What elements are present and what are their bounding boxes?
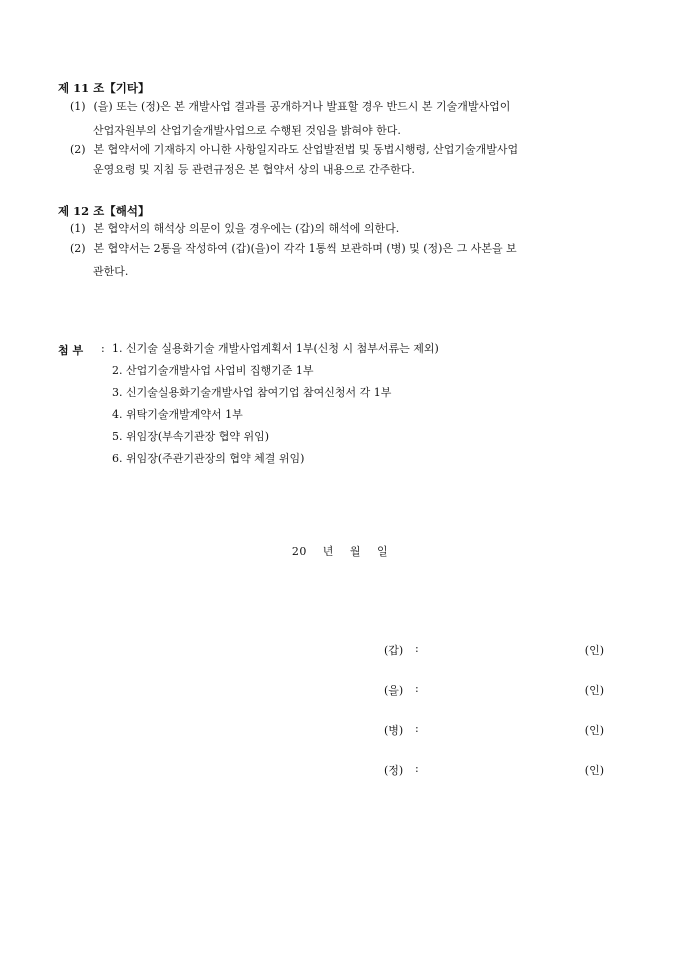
article-12-item-1 [70,218,630,239]
colon: : [415,762,419,775]
attachment-item: 4. 위탁기술개발계약서 1부 [112,408,243,421]
attachment-item: 6. 위임장(주관기관장의 협약 체결 위임) [112,452,305,465]
colon: : [415,682,419,695]
attachment-item: 3. 신기술실용화기술개발사업 참여기업 참여신청서 각 1부 [112,386,392,399]
item-text-line1: (을) 또는 (정)은 본 개발사업 결과를 공개하거나 발표할 경우 반드시 본 기술개발사업이 [93,100,511,113]
signature-row-eul [384,682,604,702]
item-number: (2) [70,242,86,255]
signature-row-gap [384,642,604,662]
seal-mark: (인) [584,764,604,777]
article-11-heading: 제 11 조【기타】 [58,81,150,95]
article-12-item-2 [70,238,630,259]
item-text-line1: 본 협약서는 2통을 작성하여 (갑)(을)이 각각 1통씩 보관하며 (병) 및 (정)은 그 사본을 보 [93,242,517,255]
colon: : [415,642,419,655]
item-text-line1: 본 협약서의 해석상 의문이 있을 경우에는 (갑)의 해석에 의한다. [93,222,400,235]
attachment-item: 1. 신기술 실용화기술 개발사업계획서 1부(신청 시 첨부서류는 제외) [112,342,439,355]
party-label: (정) [384,764,404,777]
seal-mark: (인) [584,684,604,697]
attachments-list [112,339,439,471]
item-text-line1: 본 협약서에 기재하지 아니한 사항일지라도 산업발전법 및 동법시행령, 산업기술개발사업 [93,143,519,156]
date-line: 20 년 월 일 [291,545,389,558]
item-number: (2) [70,143,86,156]
attachment-item: 5. 위임장(부속기관장 협약 위임) [112,430,270,443]
article-12-item-2-cont: 관한다. [93,265,129,278]
colon: : [415,722,419,735]
seal-mark: (인) [584,724,604,737]
article-11-item-1 [70,96,630,117]
article-11-item-1-cont: 산업자원부의 산업기술개발사업으로 수행된 것임을 밝혀야 한다. [93,124,401,137]
item-number: (1) [70,222,86,235]
article-12-heading: 제 12 조【해석】 [58,204,150,218]
party-label: (을) [384,684,404,697]
article-11-item-2-cont: 운영요령 및 지침 등 관련규정은 본 협약서 상의 내용으로 간주한다. [93,163,415,176]
seal-mark: (인) [584,644,604,657]
signature-row-byeong [384,722,604,742]
attachments-label: 첨 부 [58,344,84,357]
attachments-colon: : [101,342,105,355]
signature-row-jeong [384,762,604,782]
article-11-item-2 [70,139,630,160]
party-label: (갑) [384,644,404,657]
item-number: (1) [70,100,86,113]
attachment-item: 2. 산업기술개발사업 사업비 집행기준 1부 [112,364,314,377]
party-label: (병) [384,724,404,737]
